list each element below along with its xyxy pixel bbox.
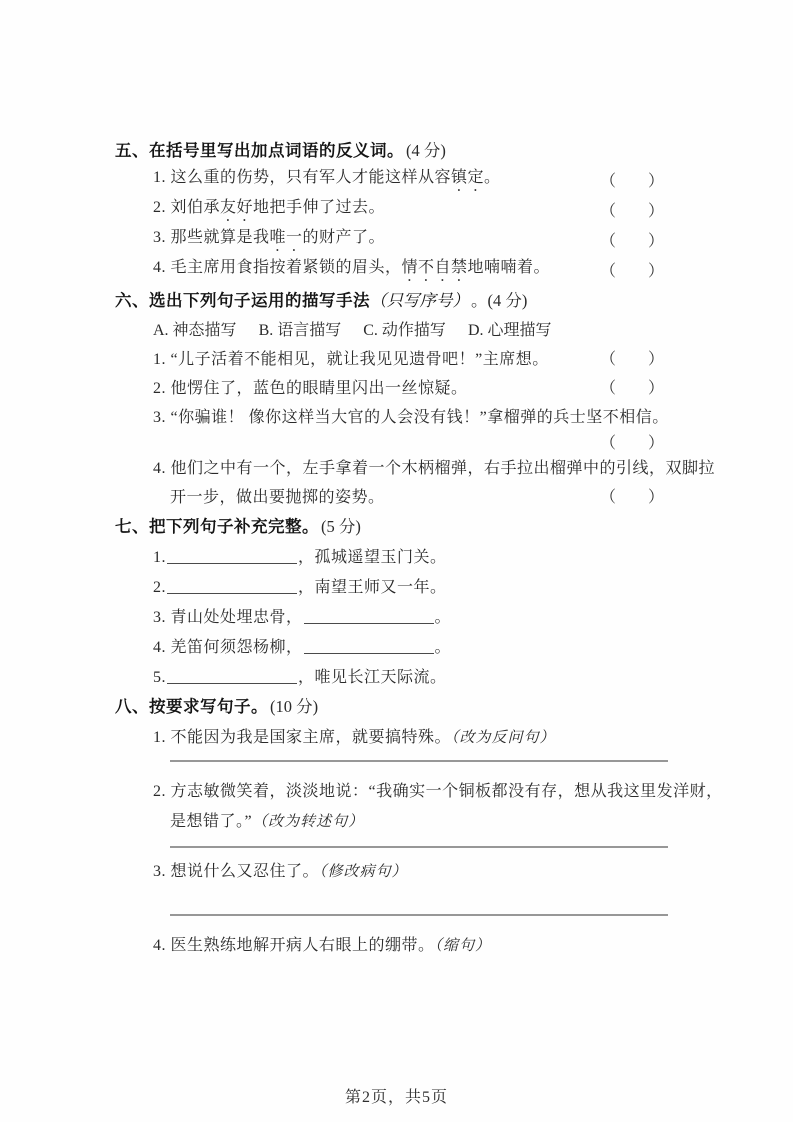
question-item-continuation — [115, 481, 668, 510]
rewrite-hint: （改为转述句） — [252, 813, 365, 830]
question-item — [115, 254, 668, 284]
answer-writing-line — [170, 846, 668, 848]
rewrite-hint: （修改病句） — [319, 863, 408, 880]
question-text-post: 地喃喃着。 — [467, 258, 551, 276]
option-d: D. 心理描写 — [467, 322, 552, 339]
question-text-post: ，唯见长江天际流。 — [298, 668, 447, 686]
question-text-post: ，南望王师又一年。 — [298, 578, 447, 596]
option-b: B. 语言描写 — [258, 322, 342, 339]
question-text-pre: 4. 羌笛何须怨杨柳， — [153, 638, 303, 656]
section-seven-score: (5 分) — [321, 517, 361, 536]
question-item — [115, 372, 668, 401]
question-item — [115, 194, 668, 224]
question-item — [115, 452, 716, 481]
question-text-main: 是想错了。” — [170, 812, 253, 830]
answer-writing-line — [170, 760, 668, 762]
answer-bracket: （ ） — [599, 380, 664, 397]
section-seven-title-text: 七、把下列句子补充完整。 — [115, 518, 319, 536]
section-five-score: (4 分) — [406, 141, 446, 160]
answer-bracket: （ ） — [599, 172, 664, 190]
question-text-main: 4. 医生熟练地解开病人右眼上的绷带。 — [153, 936, 435, 954]
fill-in-item — [115, 660, 668, 690]
question-text-pre: 3. 青山处处埋忠骨， — [153, 608, 303, 626]
section-six-title — [115, 284, 668, 314]
fill-in-item — [115, 540, 668, 570]
answer-blank-line — [304, 638, 434, 654]
section-six-title-text: 六、选出下列句子运用的描写手法 — [115, 292, 370, 310]
question-text-post: 。 — [434, 608, 452, 626]
question-text — [115, 544, 447, 567]
answer-bracket: （ ） — [599, 232, 664, 250]
section-five-title — [115, 134, 668, 164]
question-text — [115, 724, 556, 747]
question-text — [115, 858, 408, 881]
answer-bracket: （ ） — [599, 202, 664, 220]
answer-bracket: （ ） — [599, 262, 664, 280]
rewrite-item — [115, 928, 668, 958]
question-text — [115, 932, 491, 955]
section-six-hint: （只写序号） — [370, 291, 469, 310]
question-text-post: 。 — [484, 168, 501, 186]
question-text-pre: 5. — [153, 668, 166, 686]
question-text: 1. “儿子活着不能相见，就让我见见遗骨吧！”主席想。 — [153, 351, 549, 368]
question-text — [115, 164, 501, 195]
question-text: 3. “你骗谁！ 像你这样当大官的人会没有钱！”拿榴弹的兵士坚不相信。 — [153, 409, 669, 426]
answer-blank-line — [304, 608, 434, 624]
answer-blank-line — [167, 578, 297, 594]
answer-bracket: （ ） — [599, 489, 664, 506]
question-text — [115, 194, 385, 225]
question-item — [115, 224, 668, 254]
question-text-pre: 1. — [153, 548, 166, 566]
section-eight-title-text: 八、按要求写句子。 — [115, 698, 268, 716]
choice-options — [115, 314, 668, 343]
section-seven-title — [115, 510, 668, 540]
fill-in-item — [115, 630, 668, 660]
rewrite-item — [115, 854, 668, 884]
emphasized-word: 唯一 — [269, 228, 303, 246]
question-item — [115, 164, 668, 194]
question-text — [115, 634, 451, 657]
question-text: 2. 他愣住了，蓝色的眼睛里闪出一丝惊疑。 — [153, 380, 468, 397]
answer-bracket: （ ） — [599, 351, 664, 368]
exam-content — [115, 134, 723, 958]
section-five-title-text: 五、在括号里写出加点词语的反义词。 — [115, 142, 404, 160]
question-text-post: ，孤城遥望玉门关。 — [298, 548, 447, 566]
question-item — [115, 343, 668, 372]
fill-in-item — [115, 600, 668, 630]
question-text — [115, 664, 447, 687]
question-text-post: 的财产了。 — [302, 228, 386, 246]
question-text — [115, 574, 447, 597]
question-text — [115, 254, 550, 285]
question-item — [115, 401, 668, 430]
question-text-pre: 1. 这么重的伤势，只有军人才能这样从容 — [153, 168, 452, 186]
page-number: 第2页，共5页 — [344, 1089, 448, 1106]
answer-bracket: （ ） — [599, 434, 664, 452]
question-text-pre: 4. 毛主席用食指按着紧锁的眉头， — [153, 258, 402, 276]
question-text: 2. 方志敏微笑着，淡淡地说：“我确实一个铜板都没有存，想从我这里发洋财， — [153, 782, 723, 800]
answer-blank-line — [167, 668, 297, 684]
question-text: 4. 他们之中有一个，左手拿着一个木柄榴弹，右手拉出榴弹中的引线，双脚拉 — [153, 460, 716, 477]
emphasized-word: 镇定 — [451, 168, 485, 186]
rewrite-hint: （改为反问句） — [451, 729, 556, 746]
emphasized-word: 情不自禁 — [401, 258, 468, 276]
question-text-pre: 3. 那些就算是我 — [153, 228, 270, 246]
answer-bracket-row — [115, 430, 668, 452]
question-text-pre: 2. — [153, 578, 166, 596]
question-text — [115, 224, 385, 255]
rewrite-hint: （缩句） — [434, 937, 492, 954]
question-text — [115, 604, 451, 627]
rewrite-item-continuation — [115, 804, 668, 834]
answer-blank-line — [167, 548, 297, 564]
question-text: 开一步，做出要抛掷的姿势。 — [170, 489, 385, 506]
section-eight-score: (10 分) — [270, 697, 319, 716]
section-eight-title — [115, 690, 668, 720]
question-text-main: 1. 不能因为我是国家主席，就要搞特殊。 — [153, 728, 452, 746]
rewrite-item — [115, 774, 723, 804]
option-a: A. 神态描写 — [153, 322, 237, 339]
fill-in-item — [115, 570, 668, 600]
option-c: C. 动作描写 — [363, 322, 446, 339]
question-text-post: 地把手伸了过去。 — [253, 198, 386, 216]
rewrite-item — [115, 720, 668, 750]
question-text-pre: 2. 刘伯承 — [153, 198, 221, 216]
question-text-main: 3. 想说什么又忍住了。 — [153, 862, 320, 880]
question-text-post: 。 — [434, 638, 452, 656]
answer-writing-line — [170, 914, 668, 916]
question-text — [115, 808, 364, 831]
section-six-score: 。(4 分) — [471, 291, 528, 310]
emphasized-word: 友好 — [220, 198, 254, 216]
